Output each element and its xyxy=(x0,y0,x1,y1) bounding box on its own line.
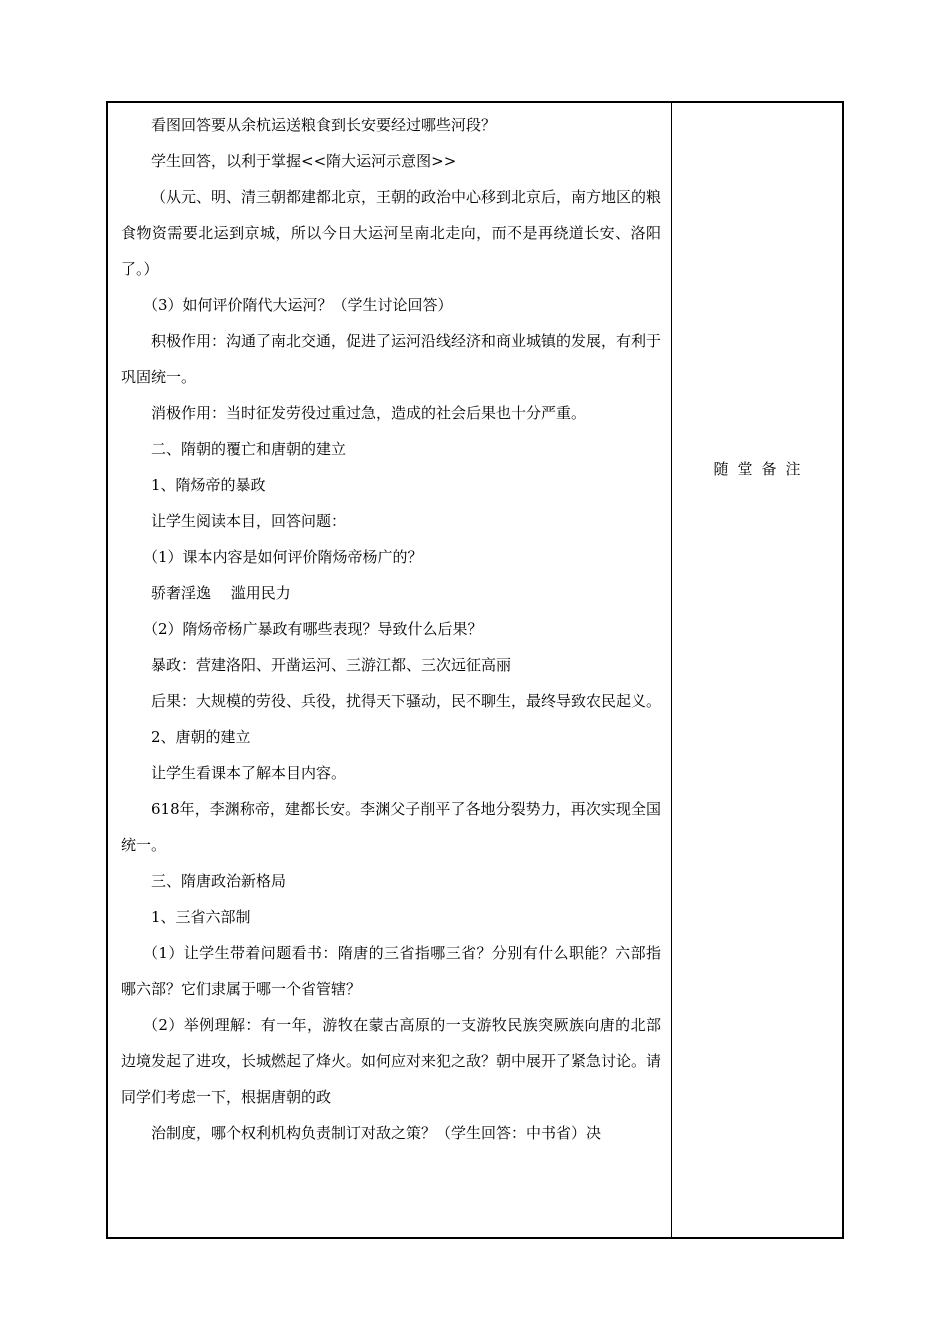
paragraph: 618年，李渊称帝，建都长安。李渊父子削平了各地分裂势力，再次实现全国统一。 xyxy=(121,800,661,854)
paragraph: （2）举例理解：有一年，游牧在蒙古高原的一支游牧民族突厥族向唐的北部边境发起了进攻，长城燃起了烽火。如何应对来犯之敌？朝中展开了紧急讨论。请同学们考虑一下，根据唐朝的政 xyxy=(121,1016,662,1106)
paragraph: 让学生阅读本目，回答问题： xyxy=(151,512,347,530)
paragraph: 骄奢淫逸 滥用民力 xyxy=(151,584,291,602)
paragraph: （从元、明、清三朝都建都北京，王朝的政治中心移到北京后，南方地区的粮食物资需要北运到京城，所以今日大运河呈南北走向，而不是再绕道长安、洛阳了。） xyxy=(121,188,662,278)
side-notes-cell xyxy=(672,103,842,1237)
subsection-heading: 1、隋炀帝的暴政 xyxy=(151,476,266,494)
paragraph: 学生回答，以利于掌握<<隋大运河示意图>> xyxy=(151,152,457,170)
subsection-heading: 2、唐朝的建立 xyxy=(151,728,251,746)
paragraph: 让学生看课本了解本目内容。 xyxy=(151,764,347,782)
paragraph: 暴政：营建洛阳、开凿运河、三游江都、三次远征高丽 xyxy=(151,656,512,674)
lesson-content-cell xyxy=(108,103,672,1237)
section-heading: 三、隋唐政治新格局 xyxy=(151,872,287,890)
section-heading: 二、隋朝的覆亡和唐朝的建立 xyxy=(151,440,347,458)
subsection-heading: 1、三省六部制 xyxy=(151,908,251,926)
side-note-label: 随堂备注 xyxy=(713,460,810,478)
paragraph: 看图回答要从余杭运送粮食到长安要经过哪些河段？ xyxy=(151,116,497,134)
paragraph: 后果：大规模的劳役、兵役，扰得天下骚动，民不聊生，最终导致农民起义。 xyxy=(151,692,662,710)
paragraph: 积极作用：沟通了南北交通，促进了运河沿线经济和商业城镇的发展，有利于巩固统一。 xyxy=(121,332,662,386)
paragraph: 消极作用：当时征发劳役过重过急，造成的社会后果也十分严重。 xyxy=(151,404,587,422)
paragraph: （2）隋炀帝杨广暴政有哪些表现？导致什么后果？ xyxy=(143,620,483,638)
lesson-plan-table xyxy=(106,101,844,1239)
paragraph: （1）课本内容是如何评价隋炀帝杨广的？ xyxy=(143,548,423,566)
paragraph: （1）让学生带着问题看书：隋唐的三省指哪三省？分别有什么职能？六部指哪六部？它们隶属于哪一个省管辖？ xyxy=(121,944,661,998)
paragraph: 治制度，哪个权利机构负责制订对敌之策？（学生回答：中书省）决 xyxy=(151,1124,602,1142)
paragraph: （3）如何评价隋代大运河？（学生讨论回答） xyxy=(143,296,453,314)
